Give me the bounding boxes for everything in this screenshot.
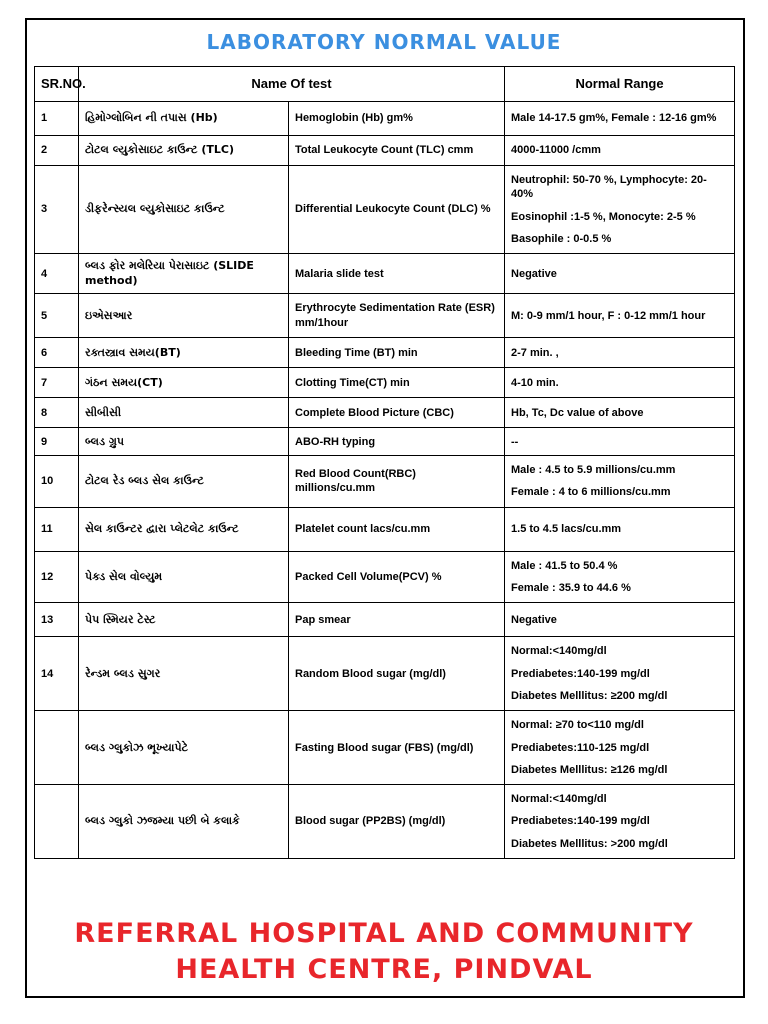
normal-range-cell: [505, 456, 735, 508]
normal-range-line: 4-10 min.: [511, 376, 559, 389]
normal-range-line: Male : 41.5 to 50.4 %: [511, 559, 618, 572]
table-row: [35, 166, 735, 254]
gujarati-test-name-cell: ટોટલ લ્યુકોસાઇટ કાઉન્ટ (TLC): [79, 136, 289, 166]
test-name-cell: Pap smear: [289, 603, 505, 637]
sr-no-cell: 13: [35, 603, 79, 637]
normal-range-line: Normal:<140mg/dl: [511, 645, 607, 658]
table-row: [35, 603, 735, 637]
sr-no-cell: 11: [35, 507, 79, 551]
normal-range-cell: [505, 428, 735, 456]
hospital-name-line-1: REFERRAL HOSPITAL AND COMMUNITY: [74, 918, 694, 949]
table-row: [35, 338, 735, 368]
test-name-cell: Erythrocyte Sedimentation Rate (ESR) mm/1hour: [289, 294, 505, 338]
normal-range-line: Female : 35.9 to 44.6 %: [511, 582, 631, 595]
sr-no-cell: 7: [35, 368, 79, 398]
gujarati-test-name-cell: ડીફરેન્સ્યલ લ્યુકોસાઇટ કાઉન્ટ: [79, 166, 289, 254]
normal-range-line: 1.5 to 4.5 lacs/cu.mm: [511, 523, 622, 536]
table-row: [35, 294, 735, 338]
sr-no-cell: 9: [35, 428, 79, 456]
sr-no-cell: 10: [35, 456, 79, 508]
gujarati-test-name-cell: બ્લડ ગ્લુકો ઝજમ્યા પછી બે કલાકે: [79, 785, 289, 859]
normal-range-line: 2-7 min. ,: [511, 346, 559, 359]
gujarati-test-name-cell: હિમોગ્લોબિન ની તપાસ (Hb): [79, 102, 289, 136]
gujarati-test-name-cell: બ્લડ ગ્લુકોઝ ભૂખ્યાપેટે: [79, 711, 289, 785]
normal-range-cell: [505, 136, 735, 166]
test-name-cell: Random Blood sugar (mg/dl): [289, 637, 505, 711]
table-row: [35, 368, 735, 398]
test-name-cell: Total Leukocyte Count (TLC) cmm: [289, 136, 505, 166]
normal-range-line: Normal:<140mg/dl: [511, 793, 607, 806]
normal-range-cell: [505, 102, 735, 136]
test-name-cell: Differential Leukocyte Count (DLC) %: [289, 166, 505, 254]
normal-range-cell: [505, 551, 735, 603]
header-sr-no: SR.NO.: [35, 67, 79, 102]
normal-range-line: Male 14-17.5 gm%, Female : 12-16 gm%: [511, 112, 717, 125]
table-row: [35, 254, 735, 294]
gujarati-test-name-cell: રેન્ડમ બ્લડ સુગર: [79, 637, 289, 711]
gujarati-test-name-cell: સેલ કાઉન્ટર દ્વારા પ્લેટલેટ કાઉન્ટ: [79, 507, 289, 551]
test-name-cell: ABO-RH typing: [289, 428, 505, 456]
gujarati-test-name-cell: સીબીસી: [79, 398, 289, 428]
test-name-cell: Clotting Time(CT) min: [289, 368, 505, 398]
normal-range-line: Neutrophil: 50-70 %, Lymphocyte: 20-40%: [511, 174, 707, 201]
table-row: [35, 711, 735, 785]
normal-range-line: Diabetes Melllitus: >200 mg/dl: [511, 837, 668, 850]
normal-range-cell: [505, 785, 735, 859]
table-row: [35, 136, 735, 166]
normal-range-line: Male : 4.5 to 5.9 millions/cu.mm: [511, 464, 676, 477]
normal-range-line: Diabetes Melllitus: ≥200 mg/dl: [511, 689, 668, 702]
hospital-name-line-2: HEALTH CENTRE, PINDVAL: [175, 954, 593, 985]
test-name-cell: Packed Cell Volume(PCV) %: [289, 551, 505, 603]
test-name-cell: Platelet count lacs/cu.mm: [289, 507, 505, 551]
sr-no-cell: 8: [35, 398, 79, 428]
normal-range-line: Eosinophil :1-5 %, Monocyte: 2-5 %: [511, 210, 696, 223]
normal-range-line: Negative: [511, 267, 557, 280]
gujarati-test-name-cell: ટોટલ રેડ બ્લડ સેલ કાઉન્ટ: [79, 456, 289, 508]
table-row: [35, 785, 735, 859]
test-name-cell: Hemoglobin (Hb) gm%: [289, 102, 505, 136]
page-title: LABORATORY NORMAL VALUE: [206, 30, 562, 54]
sr-no-cell: [35, 785, 79, 859]
normal-range-cell: [505, 294, 735, 338]
table-row: [35, 102, 735, 136]
normal-range-cell: [505, 603, 735, 637]
table-row: [35, 637, 735, 711]
lab-values-table: [34, 66, 735, 859]
normal-range-line: Negative: [511, 613, 557, 626]
table-row: [35, 551, 735, 603]
test-name-cell: Fasting Blood sugar (FBS) (mg/dl): [289, 711, 505, 785]
normal-range-line: Prediabetes:110-125 mg/dl: [511, 741, 650, 754]
test-name-cell: Complete Blood Picture (CBC): [289, 398, 505, 428]
sr-no-cell: [35, 711, 79, 785]
normal-range-line: Female : 4 to 6 millions/cu.mm: [511, 486, 671, 499]
normal-range-line: --: [511, 435, 519, 448]
normal-range-line: 4000-11000 /cmm: [511, 144, 601, 157]
sr-no-cell: 3: [35, 166, 79, 254]
test-name-cell: Bleeding Time (BT) min: [289, 338, 505, 368]
hospital-name: [0, 916, 768, 988]
normal-range-line: Prediabetes:140-199 mg/dl: [511, 815, 650, 828]
gujarati-test-name-cell: બ્લડ ગ્રુપ: [79, 428, 289, 456]
header-name-of-test: Name Of test: [79, 67, 505, 102]
table-row: [35, 456, 735, 508]
normal-range-line: Prediabetes:140-199 mg/dl: [511, 667, 650, 680]
normal-range-line: Hb, Tc, Dc value of above: [511, 406, 644, 419]
test-name-cell: Malaria slide test: [289, 254, 505, 294]
test-name-cell: Blood sugar (PP2BS) (mg/dl): [289, 785, 505, 859]
normal-range-line: Normal: ≥70 to<110 mg/dl: [511, 719, 644, 732]
sr-no-cell: 4: [35, 254, 79, 294]
sr-no-cell: 6: [35, 338, 79, 368]
normal-range-cell: [505, 338, 735, 368]
sr-no-cell: 2: [35, 136, 79, 166]
normal-range-cell: [505, 637, 735, 711]
header-normal-range: Normal Range: [505, 67, 735, 102]
gujarati-test-name-cell: ઇએસઆર: [79, 294, 289, 338]
sr-no-cell: 14: [35, 637, 79, 711]
sr-no-cell: 12: [35, 551, 79, 603]
table-row: [35, 398, 735, 428]
table-row: [35, 428, 735, 456]
sr-no-cell: 1: [35, 102, 79, 136]
normal-range-cell: [505, 368, 735, 398]
normal-range-cell: [505, 166, 735, 254]
normal-range-cell: [505, 507, 735, 551]
table-row: [35, 507, 735, 551]
gujarati-test-name-cell: રક્તસ્ત્રાવ સમય(BT): [79, 338, 289, 368]
gujarati-test-name-cell: બ્લડ ફોર મલેરિયા પેરાસાઇટ (SLIDE method): [79, 254, 289, 294]
normal-range-line: Diabetes Melllitus: ≥126 mg/dl: [511, 763, 668, 776]
gujarati-test-name-cell: પેક્ડ સેલ વોલ્યુમ: [79, 551, 289, 603]
normal-range-line: Basophile : 0-0.5 %: [511, 232, 612, 245]
normal-range-line: M: 0-9 mm/1 hour, F : 0-12 mm/1 hour: [511, 309, 706, 322]
gujarati-test-name-cell: પેપ સ્મિયર ટેસ્ટ: [79, 603, 289, 637]
sr-no-cell: 5: [35, 294, 79, 338]
table-header-row: [35, 67, 735, 102]
normal-range-cell: [505, 254, 735, 294]
normal-range-cell: [505, 398, 735, 428]
test-name-cell: Red Blood Count(RBC) millions/cu.mm: [289, 456, 505, 508]
normal-range-cell: [505, 711, 735, 785]
gujarati-test-name-cell: ગંઠન સમય(CT): [79, 368, 289, 398]
